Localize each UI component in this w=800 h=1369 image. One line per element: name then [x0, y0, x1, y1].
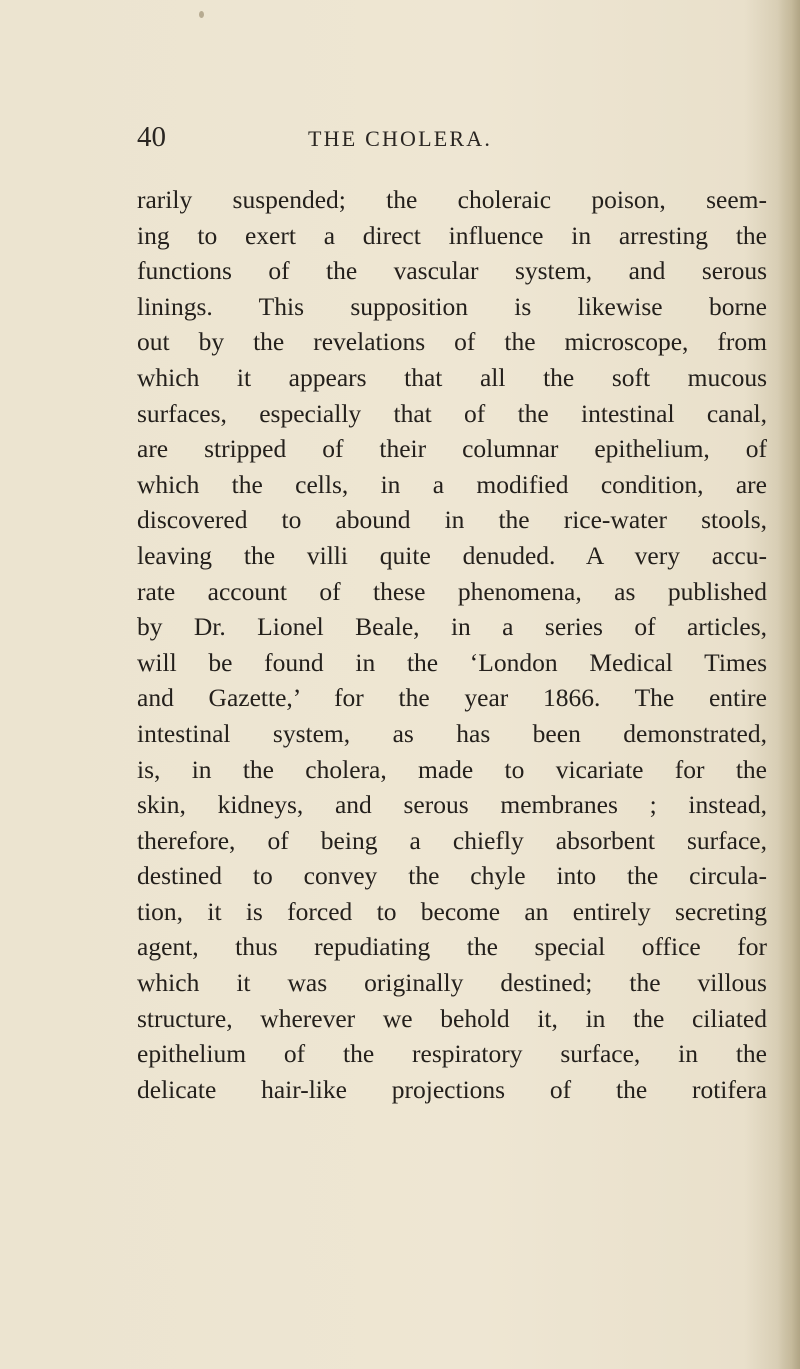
text-line: epithelium of the respiratory surface, in the	[137, 1039, 767, 1069]
text-line: functions of the vascular system, and serous	[137, 256, 767, 286]
text-line: ing to exert a direct influence in arresting the	[137, 220, 767, 250]
text-line: are stripped of their columnar epithelium, of	[137, 434, 767, 464]
text-line: destined to convey the chyle into the circula-	[137, 861, 767, 891]
text-line: which the cells, in a modified condition, are	[137, 469, 767, 499]
page-header	[137, 120, 767, 160]
text-line: agent, thus repudiating the special office for	[137, 932, 767, 962]
text-line: intestinal system, as has been demonstrated,	[137, 718, 767, 748]
text-line: and Gazette,’ for the year 1866. The entire	[137, 683, 767, 713]
text-line: which it appears that all the soft mucous	[137, 362, 767, 392]
text-line: which it was originally destined; the villous	[137, 968, 767, 998]
body-text	[137, 182, 767, 1107]
text-line: therefore, of being a chiefly absorbent surface,	[137, 825, 767, 855]
text-line: out by the revelations of the microscope, from	[137, 327, 767, 357]
text-line: will be found in the ‘London Medical Times	[137, 647, 767, 677]
page-edge-shadow	[778, 0, 800, 1369]
page-number: 40	[137, 121, 166, 153]
paper-speck	[199, 11, 204, 18]
text-line: rate account of these phenomena, as published	[137, 576, 767, 606]
text-line: is, in the cholera, made to vicariate for the	[137, 754, 767, 784]
text-line: tion, it is forced to become an entirely secreting	[137, 896, 767, 926]
text-line: surfaces, especially that of the intestinal canal,	[137, 398, 767, 428]
text-line: by Dr. Lionel Beale, in a series of articles,	[137, 612, 767, 642]
text-line: rarily suspended; the choleraic poison, seem-	[137, 185, 767, 214]
text-line: delicate hair-like projections of the rotifera	[137, 1074, 767, 1104]
running-head: THE CHOLERA.	[308, 126, 493, 151]
text-line: structure, wherever we behold it, in the ciliated	[137, 1003, 767, 1033]
text-line: discovered to abound in the rice-water stools,	[137, 505, 767, 535]
text-line: skin, kidneys, and serous membranes ; instead,	[137, 790, 767, 820]
text-line: leaving the villi quite denuded. A very accu-	[137, 540, 767, 570]
text-line: linings. This supposition is likewise borne	[137, 291, 767, 321]
